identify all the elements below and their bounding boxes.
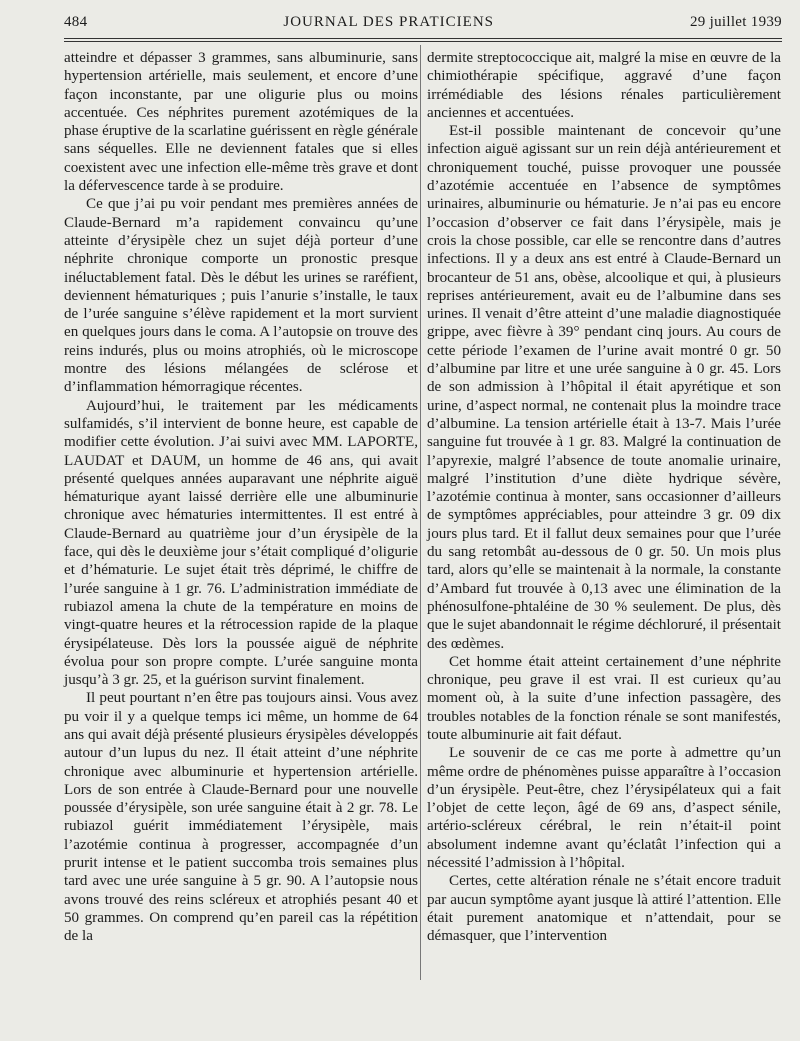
paragraph: Ce que j’ai pu voir pendant mes premières années de Claude-Bernard m’a rapidement convaincu qu’une atteinte d’érysipèle chez un sujet déjà porteur d’une néphrite chronique comporte un pronostic presque inéluctablement fatal. Dès le début les urines se raréfient, deviennent hématuriques ; puis l’anurie s’installe, le taux de l’urée sanguine s’élève rapidement et la mort survient en quelques jours dans le coma. A l’autopsie on trouve des reins indurés, plus ou moins atrophiés, où le microscope montre des lésions mélangées de sclérose et d’inflammation hémorragique récentes. xyxy=(64,196,418,396)
paragraph: atteindre et dépasser 3 grammes, sans albuminurie, sans hypertension artérielle, mais seulement, et encore d’une façon inconstante, par une oligurie plus ou moins accentuée. Ces néphrites purement azotémiques de la phase éruptive de la scarlatine guérissent en règle générale sans séquelles. Elle ne deviennent fatales que si elles coexistent avec une infection elle-même très grave et dont la défervescence tarde à se produire. xyxy=(64,50,418,195)
paragraph: Il peut pourtant n’en être pas toujours ainsi. Vous avez pu voir il y a quelque temps ici même, un homme de 64 ans qui avait déjà présenté plusieurs érysipèles développés autour d’un lupus du nez. Il était atteint d’une néphrite chronique avec albuminurie et hypertension artérielle. Lors de son entrée à Claude-Bernard pour une nouvelle poussée d’érysipèle, son urée sanguine était à 2 gr. 78. Le rubiazol guérit immédiatement l’érysipèle, mais l’azotémie continua à progresser, accompagnée d’un prurit intense et le patient succomba trois semaines plus tard avec une urée sanguine à 5 gr. 90. A l’autopsie nous avons trouvé des reins scléreux et atrophiés pesant 40 et 50 grammes. On comprend qu’en pareil cas la répétition de la xyxy=(64,690,418,945)
running-header xyxy=(64,14,782,36)
header-rule-bottom xyxy=(64,41,782,42)
issue-date: 29 juillet 1939 xyxy=(689,14,782,30)
paragraph: Aujourd’hui, le traitement par les médicaments sulfamidés, s’il intervient de bonne heure, est capable de modifier cette évolution. J’ai suivi avec MM. LAPORTE, LAUDAT et DAUM, un homme de 46 ans, qui avait présenté quelques années auparavant une néphrite aiguë hématurique ayant laissé derrière elle une albuminurie chronique avec hématuries intermittentes. Il est entré à Claude-Bernard au quatrième jour d’un érysipèle de la face, qui dès le deuxième jour s’était compliqué d’oligurie et d’hématurie. Le sujet était très déprimé, le chiffre de l’urée sanguine à 1 gr. 76. L’administration immédiate de rubiazol amena la chute de la température en moins de vingt-quatre heures et la rétrocession rapide de la plaque érysipélateuse. Dès lors la poussée aiguë de néphrite évolua pour son propre compte. L’urée sanguine monta jusqu’à 3 gr. 25, et la guérison survint finalement. xyxy=(64,397,418,689)
paragraph: Le souvenir de ce cas me porte à admettre qu’un même ordre de phénomènes puisse apparaître à l’occasion d’un érysipèle. Peut-être, chez l’érysipélateux qui a fait l’objet de cette leçon, âgé de 69 ans, d’aspect sénile, artério-scléreux cérébral, le rein n’était-il point absolument indemne avant qu’éclatât l’infection qui a nécessité l’admission à l’hôpital. xyxy=(427,745,781,872)
page-number: 484 xyxy=(64,14,88,30)
right-column xyxy=(427,49,781,946)
journal-title: JOURNAL DES PRATICIENS xyxy=(283,14,495,30)
left-column xyxy=(64,49,418,946)
paragraph: Cet homme était atteint certainement d’une néphrite chronique, peu grave il est vrai. Il est curieux qu’au moment où, à la suite d’une infection passagère, des troubles notables de la fonction rénale se sont manifestés, toute albuminurie ait fait défaut. xyxy=(427,653,781,743)
paragraph: Certes, cette altération rénale ne s’était encore traduit par aucun symptôme ayant jusque là attiré l’attention. Elle était purement anatomique et n’attendait, pour se démasquer, que l’intervention xyxy=(427,873,781,945)
paragraph: Est-il possible maintenant de concevoir qu’une infection aiguë agissant sur un rein déjà antérieurement et chroniquement touché, puisse provoquer une poussée d’azotémie accentuée en l’absence de symptômes urinaires, albuminurie ou hématurie. Je n’ai pas eu encore l’occasion d’observer ce fait dans l’érysipèle, mais je crois la chose possible, car elle se rencontre dans d’autres infections. Il y a deux ans est entré à Claude-Bernard un brocanteur de 51 ans, obèse, alcoolique et qui, à plusieurs reprises antérieurement, avait eu de l’albumine dans ses urines. Il venait d’être atteint d’une maladie diagnostiquée grippe, avec fièvre à 39° pendant cinq jours. Au cours de cette période l’examen de l’urine avait montré 0 gr. 50 d’albumine par litre et une urée sanguine à 0 gr. 45. Lors de son admission à l’hôpital il était apyrétique et son urine, d’aspect normal, ne contenait plus la moindre trace d’albumine. La tension artérielle était à 13-7. Mais l’urée sanguine fut trouvée à 1 gr. 83. Malgré la continuation de l’apyrexie, malgré l’absence de toute anomalie urinaire, malgré l’institution d’une diète hydrique sévère, l’azotémie continua à monter, sans occasionner d’ailleurs de symptômes appréciables, pour atteindre 3 gr. 09 dix jours plus tard. Et il fallut deux semaines pour que l’urée du sang retombât au-dessous de 0 gr. 50. Un mois plus tard, alors qu’elle se maintenait à la normale, la constante d’Ambard fut trouvée à 0,13 avec une élimination de la phénosulfone-phtaléine de 30 % seulement. De plus, dès que le sujet abandonnait le régime déchloruré, il présentait des œdèmes. xyxy=(427,123,781,652)
paragraph: dermite streptococcique ait, malgré la mise en œuvre de la chimiothérapie spécifique, aggravé d’une façon irrémédiable des lésions rénales particulièrement anciennes et accentuées. xyxy=(427,50,781,121)
column-divider xyxy=(420,45,421,980)
header-rule-top xyxy=(64,38,782,39)
